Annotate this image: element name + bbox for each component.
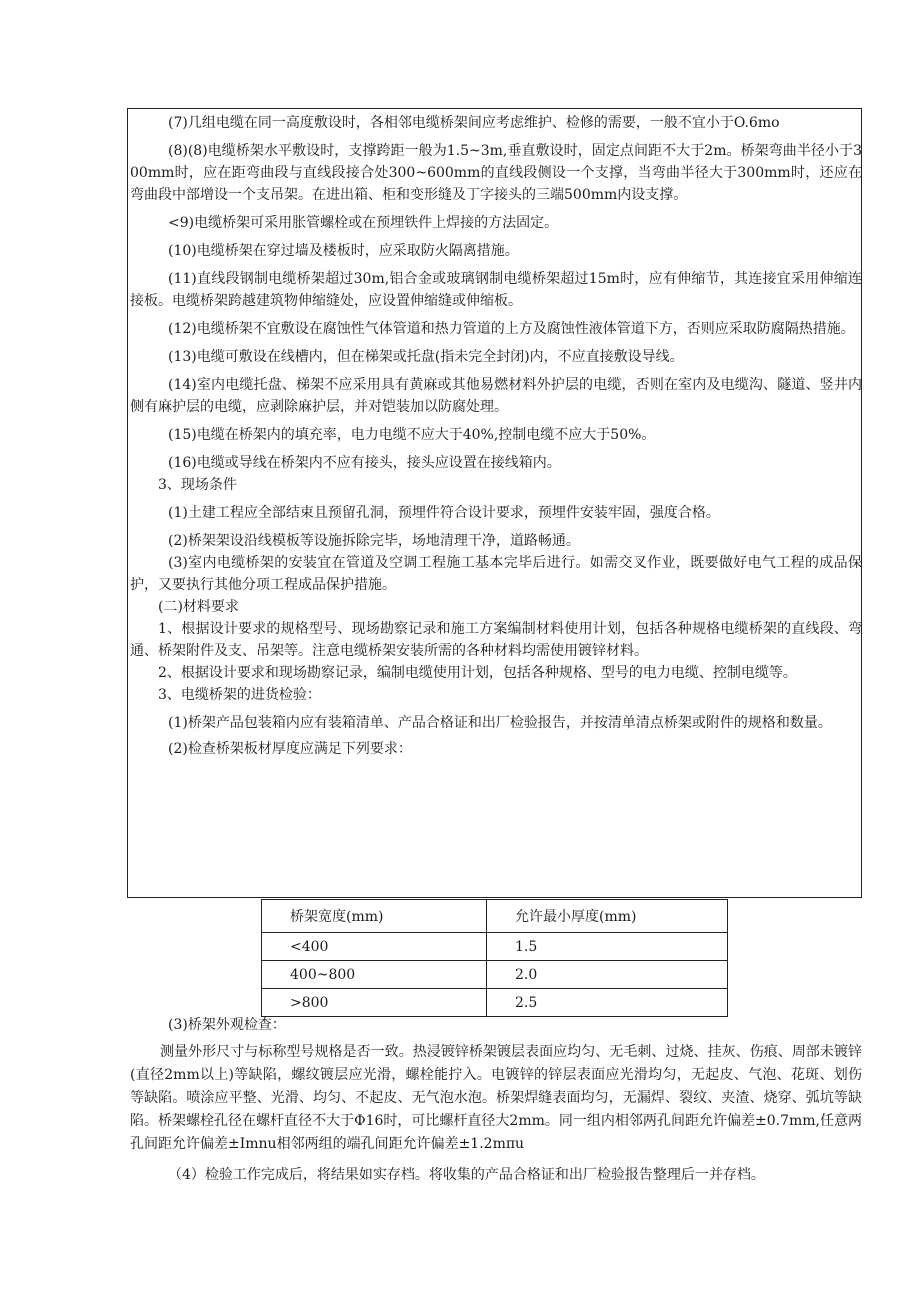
document-body: [130, 112, 862, 760]
paragraph-13: (13)电缆可敷设在线槽内，但在梯架或托盘(指未完全封闭)内，不应直接敷设导线。: [168, 349, 684, 365]
paragraph-14: (14)室内电缆托盘、梯架不应采用具有黄麻或其他易燃材料外护层的电缆，否则在室内及电缆沟、隧道、竖井内侧有麻护层的电缆，应剥除麻护层，并对铠装加以防腐处理。: [130, 377, 862, 415]
site-condition-2: (2)桥架架设沿线模板等设施拆除完毕，场地清理干净，道路畅通。: [168, 533, 580, 549]
table-header-thickness: 允许最小厚度(mm): [487, 900, 728, 933]
appearance-details: 测量外形尺寸与标称型号规格是否一致。热浸镀锌桥架镀层表面应均匀、无毛刺、过烧、挂灰、伤痕、周部未镀锌(直径2mm以上)等缺陷，螺纹镀层应光滑，螺栓能拧入。电镀锌的锌层表面应光滑均匀，无起皮、气泡、花斑、划伤等缺陷。喷涂应平整、光滑、均匀、不起皮、无气泡水泡。桥架焊缝表面均匀，无漏焊、裂纹、夹渣、烧穿、弧坑等缺陷。桥架螺栓孔径在螺杆直径不大于Φ16时，可比螺杆直径大2mm。同一组内相邻两孔间距允许偏差±0.7mm,任意两孔间距允许偏差±Imnu相邻两组的端孔间距允许偏差±1.2mπu: [130, 1044, 862, 1152]
paragraph-16: (16)电缆或导线在桥架内不应有接头，接头应设置在接线箱内。: [168, 455, 561, 471]
table-row: [262, 989, 728, 1017]
inspection-2: (2)检查桥架板材厚度应满足下列要求：: [168, 741, 412, 757]
table-row: [262, 961, 728, 989]
material-requirement-2: 2、根据设计要求和现场勘察记录，编制电缆使用计划，包括各种规格、型号的电力电缆、控制电缆等。: [158, 665, 797, 681]
appearance-heading: (3)桥架外观检查：: [168, 1017, 286, 1033]
section-heading-materials: (二)材料要求: [158, 599, 239, 615]
table-header-width: 桥架宽度(mm): [262, 900, 487, 933]
section-heading-site-conditions: 3、现场条件: [158, 477, 237, 493]
archive-note: （4）检验工作完成后，将结果如实存档。将收集的产品合格证和出厂检验报告整理后一并存档。: [168, 1167, 765, 1183]
table-cell-width: 400~800: [262, 961, 487, 989]
paragraph-15: (15)电缆在桥架内的填充率，电力电缆不应大于40%,控制电缆不应大于50%。: [168, 427, 656, 443]
material-requirement-1: 1、根据设计要求的规格型号、现场勘察记录和施工方案编制材料使用计划，包括各种规格电缆桥架的直线段、弯通、桥架附件及支、吊架等。注意电缆桥架安装所需的各种材料均需使用镀锌材料。: [130, 621, 862, 659]
paragraph-11: (11)直线段钢制电缆桥架超过30m,铝合金或玻璃钢制电缆桥架超过15m时，应有伸缩节，其连接宜采用伸缩连接板。电缆桥架跨越建筑物伸缩缝处，应设置伸缩缝或伸缩板。: [130, 271, 862, 309]
table-row: [262, 933, 728, 961]
paragraph-10: (10)电缆桥架在穿过墙及楼板时，应采取防火隔离措施。: [168, 243, 519, 259]
table-cell-width: <400: [262, 933, 487, 961]
appearance-inspection-section: [130, 1014, 862, 1187]
paragraph-9: <9)电缆桥架可采用胀管螺栓或在预埋铁件上焊接的方法固定。: [168, 215, 559, 231]
table-header-row: [262, 900, 728, 933]
paragraph-8: (8)(8)电缆桥架水平敷设时，支撑跨距一般为1.5~3m,垂直敷设时，固定点间距不大于2m。桥架弯曲半径小于300mm时，应在距弯曲段与直线段接合处300~600mm的直线段侧设一个支撑，当弯曲半径大于300mm时，还应在弯曲段中部增设一个支吊架。在进出箱、柜和变形缝及丁字接头的三端500mm内设支撑。: [130, 143, 862, 203]
table-cell-thickness: 2.5: [487, 989, 728, 1017]
table-cell-thickness: 1.5: [487, 933, 728, 961]
inspection-1: (1)桥架产品包装箱内应有装箱清单、产品合格证和出厂检验报告，并按清单清点桥架或附件的规格和数量。: [168, 715, 832, 731]
site-condition-3: (3)室内电缆桥架的安装宜在管道及空调工程施工基本完毕后进行。如需交叉作业，既要做好电气工程的成品保护，又要执行其他分项工程成品保护措施。: [130, 555, 862, 593]
material-requirement-3: 3、电缆桥架的进货检验：: [158, 687, 321, 703]
paragraph-7: (7)几组电缆在同一高度敷设时，各相邻电缆桥架间应考虑维护、检修的需要，一般不宜小于O.6mo: [168, 115, 780, 131]
thickness-table: [261, 899, 728, 1017]
table-cell-thickness: 2.0: [487, 961, 728, 989]
site-condition-1: (1)土建工程应全部结束且预留孔洞，预埋件符合设计要求，预埋件安装牢固，强度合格。: [168, 505, 720, 521]
paragraph-12: (12)电缆桥架不宜敷设在腐蚀性气体管道和热力管道的上方及腐蚀性液体管道下方，否则应采取防腐隔热措施。: [168, 321, 855, 337]
table-cell-width: >800: [262, 989, 487, 1017]
